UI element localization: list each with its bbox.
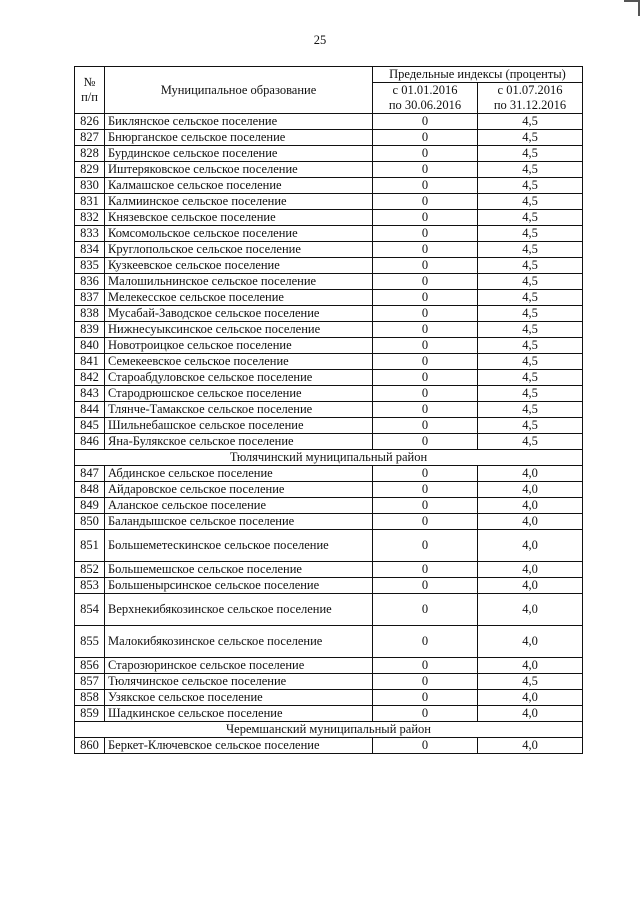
index-period-1: 0 — [373, 386, 478, 402]
index-period-1: 0 — [373, 466, 478, 482]
table-row — [75, 530, 583, 562]
index-period-2: 4,5 — [478, 226, 583, 242]
index-period-1: 0 — [373, 482, 478, 498]
table-row — [75, 210, 583, 226]
index-period-2: 4,5 — [478, 306, 583, 322]
index-period-1: 0 — [373, 306, 478, 322]
table-row — [75, 402, 583, 418]
table-row — [75, 690, 583, 706]
index-period-1: 0 — [373, 130, 478, 146]
table-row — [75, 130, 583, 146]
row-number: 845 — [75, 418, 105, 434]
row-number: 852 — [75, 562, 105, 578]
row-number: 854 — [75, 594, 105, 626]
municipality-name: Узякское сельское поселение — [105, 690, 373, 706]
index-period-2: 4,0 — [478, 690, 583, 706]
index-period-1: 0 — [373, 322, 478, 338]
index-period-2: 4,5 — [478, 354, 583, 370]
header-period-1: с 01.01.2016 по 30.06.2016 — [373, 83, 478, 114]
index-period-1: 0 — [373, 738, 478, 754]
row-number: 837 — [75, 290, 105, 306]
municipality-name: Мусабай-Заводское сельское поселение — [105, 306, 373, 322]
index-period-1: 0 — [373, 658, 478, 674]
index-period-2: 4,5 — [478, 322, 583, 338]
table-row — [75, 354, 583, 370]
district-name: Черемшанский муниципальный район — [75, 722, 583, 738]
index-period-2: 4,5 — [478, 178, 583, 194]
index-period-2: 4,5 — [478, 146, 583, 162]
municipality-name: Яна-Булякское сельское поселение — [105, 434, 373, 450]
municipality-name: Комсомольское сельское поселение — [105, 226, 373, 242]
municipality-name: Калмашское сельское поселение — [105, 178, 373, 194]
index-period-1: 0 — [373, 514, 478, 530]
row-number: 847 — [75, 466, 105, 482]
index-period-2: 4,5 — [478, 210, 583, 226]
municipality-name: Шильнебашское сельское поселение — [105, 418, 373, 434]
row-number: 853 — [75, 578, 105, 594]
index-period-2: 4,0 — [478, 514, 583, 530]
index-period-1: 0 — [373, 498, 478, 514]
index-period-1: 0 — [373, 226, 478, 242]
table-row — [75, 578, 583, 594]
table-row — [75, 514, 583, 530]
scan-corner-mark — [624, 0, 640, 16]
index-period-2: 4,5 — [478, 194, 583, 210]
municipality-name: Большемешское сельское поселение — [105, 562, 373, 578]
table-row — [75, 162, 583, 178]
municipality-name: Старозюринское сельское поселение — [105, 658, 373, 674]
table-row — [75, 466, 583, 482]
row-number: 860 — [75, 738, 105, 754]
municipality-name: Бнюрганское сельское поселение — [105, 130, 373, 146]
municipality-name: Семекеевское сельское поселение — [105, 354, 373, 370]
index-period-2: 4,5 — [478, 338, 583, 354]
table-row — [75, 226, 583, 242]
row-number: 840 — [75, 338, 105, 354]
index-period-2: 4,0 — [478, 594, 583, 626]
table-row — [75, 178, 583, 194]
row-number: 834 — [75, 242, 105, 258]
index-period-2: 4,0 — [478, 482, 583, 498]
table-row — [75, 674, 583, 690]
municipality-name: Большеметескинское сельское поселение — [105, 530, 373, 562]
index-period-1: 0 — [373, 626, 478, 658]
header-number: № п/п — [75, 67, 105, 114]
municipality-name: Бурдинское сельское поселение — [105, 146, 373, 162]
table-row — [75, 306, 583, 322]
table-row — [75, 370, 583, 386]
index-period-1: 0 — [373, 418, 478, 434]
index-period-1: 0 — [373, 562, 478, 578]
table-row — [75, 194, 583, 210]
municipality-name: Айдаровское сельское поселение — [105, 482, 373, 498]
index-period-1: 0 — [373, 338, 478, 354]
row-number: 857 — [75, 674, 105, 690]
index-period-2: 4,0 — [478, 706, 583, 722]
municipality-name: Баландышское сельское поселение — [105, 514, 373, 530]
index-period-1: 0 — [373, 674, 478, 690]
index-period-2: 4,0 — [478, 562, 583, 578]
index-period-2: 4,5 — [478, 274, 583, 290]
index-period-2: 4,5 — [478, 418, 583, 434]
district-name: Тюлячинский муниципальный район — [75, 450, 583, 466]
table-row — [75, 338, 583, 354]
municipality-name: Кузкеевское сельское поселение — [105, 258, 373, 274]
municipality-name: Иштеряковское сельское поселение — [105, 162, 373, 178]
table-row — [75, 242, 583, 258]
index-period-1: 0 — [373, 146, 478, 162]
header-limit-indices: Предельные индексы (проценты) — [373, 67, 583, 83]
index-period-1: 0 — [373, 210, 478, 226]
index-period-2: 4,0 — [478, 738, 583, 754]
table-row — [75, 594, 583, 626]
row-number: 855 — [75, 626, 105, 658]
table-row — [75, 482, 583, 498]
municipality-name: Нижнесуыксинское сельское поселение — [105, 322, 373, 338]
index-period-1: 0 — [373, 706, 478, 722]
index-period-2: 4,5 — [478, 402, 583, 418]
row-number: 842 — [75, 370, 105, 386]
header-period-2: с 01.07.2016 по 31.12.2016 — [478, 83, 583, 114]
row-number: 830 — [75, 178, 105, 194]
index-period-2: 4,0 — [478, 578, 583, 594]
index-period-2: 4,0 — [478, 466, 583, 482]
row-number: 835 — [75, 258, 105, 274]
municipality-name: Малокибякозинское сельское поселение — [105, 626, 373, 658]
municipality-name: Беркет-Ключевское сельское поселение — [105, 738, 373, 754]
row-number: 851 — [75, 530, 105, 562]
municipality-name: Стародрюшское сельское поселение — [105, 386, 373, 402]
district-header-row — [75, 722, 583, 738]
row-number: 848 — [75, 482, 105, 498]
row-number: 841 — [75, 354, 105, 370]
municipality-name: Староабдуловское сельское поселение — [105, 370, 373, 386]
row-number: 839 — [75, 322, 105, 338]
row-number: 827 — [75, 130, 105, 146]
table-row — [75, 258, 583, 274]
municipality-name: Круглопольское сельское поселение — [105, 242, 373, 258]
row-number: 858 — [75, 690, 105, 706]
index-period-2: 4,5 — [478, 386, 583, 402]
table-row — [75, 562, 583, 578]
table-row — [75, 626, 583, 658]
row-number: 856 — [75, 658, 105, 674]
index-period-2: 4,5 — [478, 258, 583, 274]
table-row — [75, 498, 583, 514]
row-number: 859 — [75, 706, 105, 722]
row-number: 838 — [75, 306, 105, 322]
municipality-name: Шадкинское сельское поселение — [105, 706, 373, 722]
table-row — [75, 274, 583, 290]
index-period-2: 4,5 — [478, 130, 583, 146]
index-period-2: 4,5 — [478, 370, 583, 386]
index-period-2: 4,5 — [478, 242, 583, 258]
municipality-name: Аланское сельское поселение — [105, 498, 373, 514]
municipality-name: Биклянское сельское поселение — [105, 114, 373, 130]
index-period-2: 4,5 — [478, 290, 583, 306]
row-number: 833 — [75, 226, 105, 242]
index-period-1: 0 — [373, 402, 478, 418]
index-period-2: 4,0 — [478, 626, 583, 658]
index-period-1: 0 — [373, 242, 478, 258]
table-row — [75, 386, 583, 402]
index-period-2: 4,5 — [478, 114, 583, 130]
tariff-index-table — [74, 66, 583, 754]
table-row — [75, 434, 583, 450]
row-number: 843 — [75, 386, 105, 402]
table-row — [75, 114, 583, 130]
row-number: 828 — [75, 146, 105, 162]
district-header-row — [75, 450, 583, 466]
row-number: 831 — [75, 194, 105, 210]
municipality-name: Малошильнинское сельское поселение — [105, 274, 373, 290]
table-row — [75, 322, 583, 338]
row-number: 832 — [75, 210, 105, 226]
row-number: 850 — [75, 514, 105, 530]
table-row — [75, 658, 583, 674]
row-number: 829 — [75, 162, 105, 178]
header-municipality: Муниципальное образование — [105, 67, 373, 114]
table-row — [75, 290, 583, 306]
index-period-1: 0 — [373, 690, 478, 706]
index-period-2: 4,0 — [478, 530, 583, 562]
row-number: 849 — [75, 498, 105, 514]
index-period-1: 0 — [373, 274, 478, 290]
index-period-1: 0 — [373, 178, 478, 194]
index-period-1: 0 — [373, 530, 478, 562]
row-number: 846 — [75, 434, 105, 450]
index-period-2: 4,5 — [478, 674, 583, 690]
index-period-1: 0 — [373, 594, 478, 626]
index-period-1: 0 — [373, 370, 478, 386]
row-number: 836 — [75, 274, 105, 290]
index-period-2: 4,0 — [478, 658, 583, 674]
table-body — [75, 114, 583, 754]
table-row — [75, 738, 583, 754]
municipality-name: Абдинское сельское поселение — [105, 466, 373, 482]
index-period-2: 4,5 — [478, 434, 583, 450]
municipality-name: Тлянче-Тамакское сельское поселение — [105, 402, 373, 418]
municipality-name: Верхнекибякозинское сельское поселение — [105, 594, 373, 626]
table-row — [75, 706, 583, 722]
index-period-2: 4,0 — [478, 498, 583, 514]
municipality-name: Тюлячинское сельское поселение — [105, 674, 373, 690]
table-row — [75, 418, 583, 434]
municipality-name: Мелекесское сельское поселение — [105, 290, 373, 306]
municipality-name: Новотроицкое сельское поселение — [105, 338, 373, 354]
row-number: 826 — [75, 114, 105, 130]
index-period-1: 0 — [373, 434, 478, 450]
municipality-name: Большенырсинское сельское поселение — [105, 578, 373, 594]
index-period-1: 0 — [373, 354, 478, 370]
index-period-1: 0 — [373, 578, 478, 594]
index-period-1: 0 — [373, 194, 478, 210]
index-period-1: 0 — [373, 290, 478, 306]
index-period-1: 0 — [373, 258, 478, 274]
table-row — [75, 146, 583, 162]
index-period-1: 0 — [373, 162, 478, 178]
index-period-1: 0 — [373, 114, 478, 130]
municipality-name: Князевское сельское поселение — [105, 210, 373, 226]
index-period-2: 4,5 — [478, 162, 583, 178]
page-number: 25 — [313, 33, 327, 47]
municipality-name: Калмиинское сельское поселение — [105, 194, 373, 210]
row-number: 844 — [75, 402, 105, 418]
table-header — [75, 67, 583, 114]
